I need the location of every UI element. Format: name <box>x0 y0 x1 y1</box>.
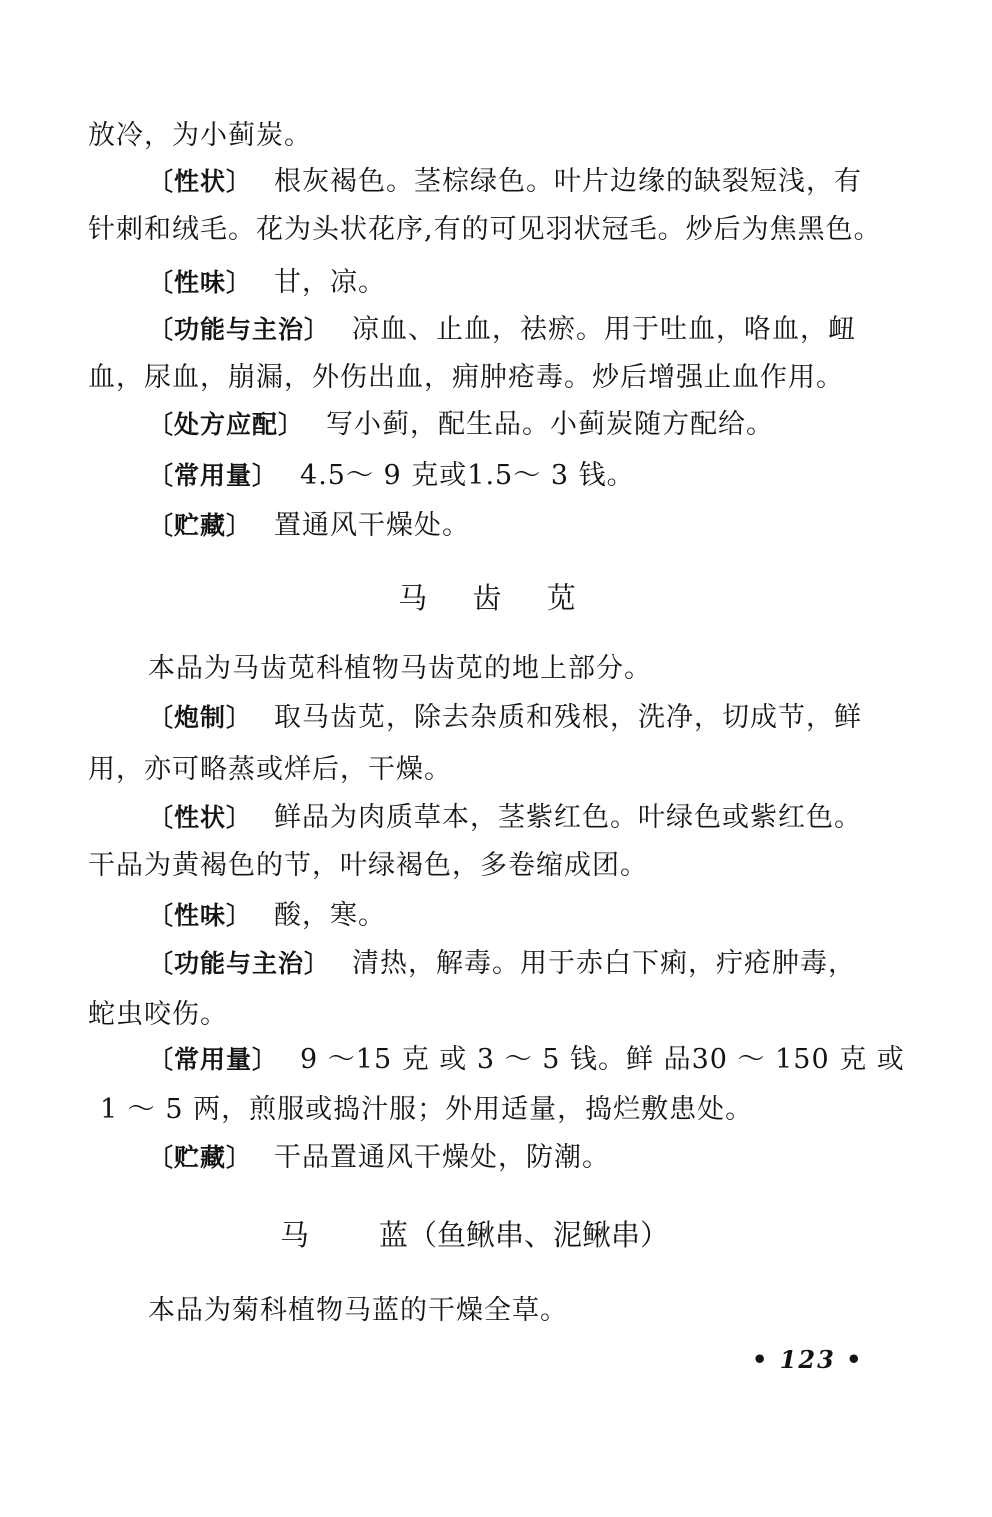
entry-label: 〔性状〕 <box>148 167 253 196</box>
entry-xingzhuang <box>148 164 868 200</box>
entry-label: 〔贮藏〕 <box>148 1143 253 1172</box>
continuation-text: 放冷，为小蓟炭。 <box>88 120 312 151</box>
entry-text: 干品为黄褐色的节，叶绿褐色，多卷缩成团。 <box>88 850 648 881</box>
entry-text: 血，尿血，崩漏，外伤出血，痈肿疮毒。炒后增强止血作用。 <box>88 362 844 393</box>
entry-text: 干品置通风干燥处，防潮。 <box>274 1142 611 1173</box>
section-intro: 本品为菊科植物马蓝的干燥全草。 <box>148 1295 568 1326</box>
entry-label: 〔性状〕 <box>148 803 253 832</box>
entry-paozhi <box>148 700 868 736</box>
section-title <box>280 1215 669 1255</box>
entry-label: 〔性味〕 <box>148 268 253 297</box>
entry-zhucang <box>148 1140 868 1176</box>
entry-text: 根灰褐色。茎棕绿色。叶片边缘的缺裂短浅，有 <box>274 166 863 197</box>
page-number: • 123 • <box>752 1345 864 1374</box>
entry-label: 〔贮藏〕 <box>148 511 253 540</box>
entry-text: 1 ～ 5 两，煎服或捣汁服；外用适量，捣烂敷患处。 <box>100 1094 754 1125</box>
entry-chufang <box>148 407 868 443</box>
entry-label: 〔功能与主治〕 <box>148 315 331 344</box>
entry-gongneng <box>148 946 868 982</box>
entry-text: 用，亦可略蒸或烊后，干燥。 <box>88 754 452 785</box>
section-title-part: 马 <box>280 1218 310 1252</box>
entry-yongliang <box>148 1042 905 1078</box>
entry-text: 写小蓟，配生品。小蓟炭随方配给。 <box>326 409 775 440</box>
entry-text: 甘，凉。 <box>274 267 387 298</box>
entry-label: 〔常用量〕 <box>148 1045 279 1074</box>
entry-text: 清热，解毒。用于赤白下痢，疔疮肿毒， <box>352 948 857 979</box>
entry-xingwei <box>148 265 868 301</box>
entry-text: 4.5～ 9 克或1.5～ 3 钱。 <box>300 460 635 491</box>
entry-label: 〔常用量〕 <box>148 461 279 490</box>
entry-text: 凉血、止血，祛瘀。用于吐血，咯血，衄 <box>352 314 857 345</box>
entry-xingwei <box>148 898 868 934</box>
section-title: 马 齿 苋 <box>398 581 594 615</box>
section-title-part: 蓝（鱼鳅串、泥鳅串） <box>379 1218 670 1252</box>
entry-label: 〔功能与主治〕 <box>148 949 331 978</box>
entry-text: 9 ～15 克 或 3 ～ 5 钱。鲜 品30 ～ 150 克 或 <box>300 1044 905 1075</box>
entry-yongliang <box>148 458 868 494</box>
entry-xingzhuang <box>148 800 868 836</box>
entry-label: 〔处方应配〕 <box>148 410 305 439</box>
entry-label: 〔炮制〕 <box>148 703 253 732</box>
entry-gongneng <box>148 312 868 348</box>
entry-text: 蛇虫咬伤。 <box>88 999 228 1030</box>
entry-text: 置通风干燥处。 <box>274 510 471 541</box>
entry-zhucang <box>148 508 868 544</box>
section-intro: 本品为马齿苋科植物马齿苋的地上部分。 <box>148 653 652 684</box>
entry-text: 酸，寒。 <box>274 900 387 931</box>
entry-text: 取马齿苋，除去杂质和残根，洗净，切成节，鲜 <box>274 702 863 733</box>
entry-text: 针刺和绒毛。花为头状花序,有的可见羽状冠毛。炒后为焦黑色。 <box>88 214 882 245</box>
entry-label: 〔性味〕 <box>148 901 253 930</box>
entry-text: 鲜品为肉质草本，茎紫红色。叶绿色或紫红色。 <box>274 802 863 833</box>
